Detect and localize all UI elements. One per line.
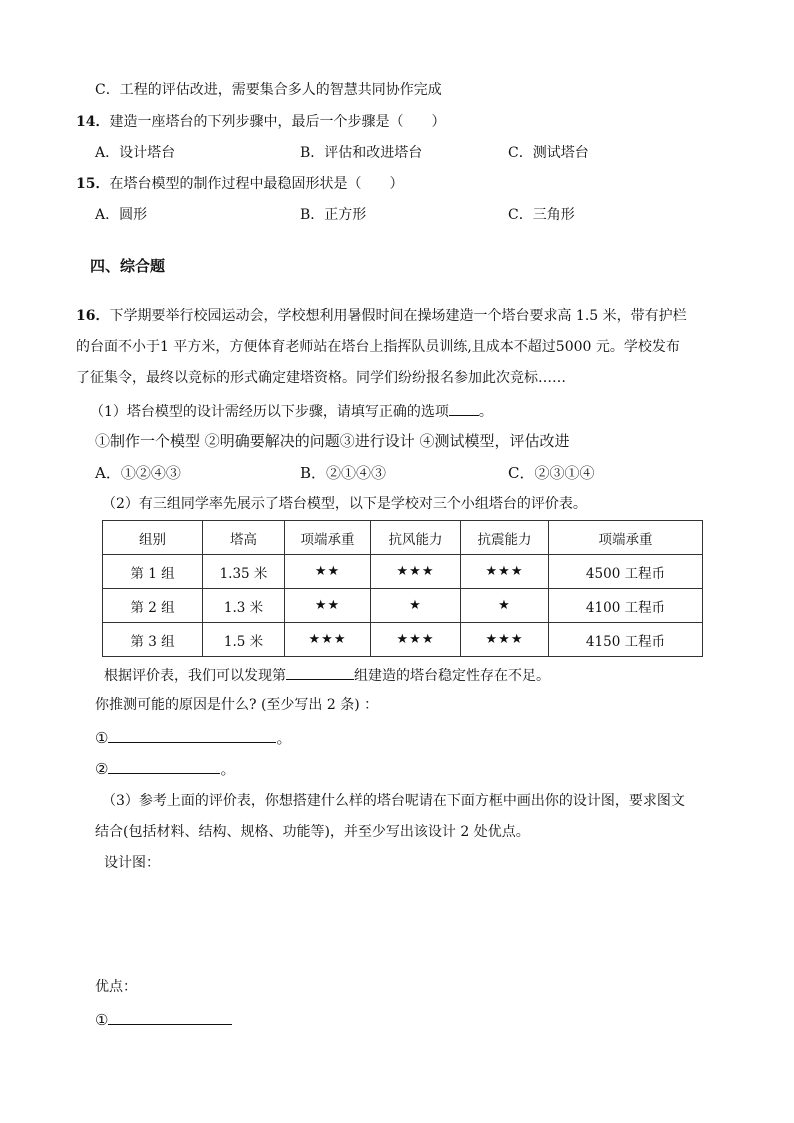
q16-reason-1-marker: ① bbox=[95, 729, 109, 747]
q14-number: 14． bbox=[76, 114, 110, 130]
table-header-cell: 抗风能力 bbox=[371, 521, 461, 555]
q14-option-a[interactable]: A．设计塔台 bbox=[95, 145, 176, 161]
table-cell: ★★★ bbox=[461, 623, 549, 657]
table-cell: 4100 工程币 bbox=[549, 589, 703, 623]
q16-part3-line-1: （3）参考上面的评价表，你想搭建什么样的塔台呢请在下面方框中画出你的设计图，要求图文 bbox=[102, 793, 685, 809]
q16-reason-2-end: 。 bbox=[220, 760, 236, 778]
table-cell: ★★★ bbox=[461, 555, 549, 589]
q14-options bbox=[0, 143, 794, 163]
q15-stem bbox=[76, 174, 403, 194]
q16-intro-line-1 bbox=[76, 306, 687, 326]
q16-part1-steps: ①制作一个模型 ②明确要解决的问题③进行设计 ④测试模型，评估改进 bbox=[95, 432, 570, 450]
table-header-row bbox=[103, 521, 703, 555]
table-cell: 1.35 米 bbox=[203, 555, 285, 589]
q16-part1-prompt-text: （1）塔台模型的设计需经历以下步骤，请填写正确的选项 bbox=[90, 404, 449, 420]
q16-part2-finding-text: 根据评价表，我们可以发现第 bbox=[104, 668, 286, 684]
q16-part1-prompt bbox=[90, 400, 493, 422]
table-cell: 第 3 组 bbox=[103, 623, 203, 657]
q16-intro-text-1: 下学期要举行校园运动会，学校想利用暑假时间在操场建造一个塔台要求高 1.5 米，带有护栏 bbox=[109, 308, 687, 324]
q16-part1-prompt-end: 。 bbox=[478, 404, 493, 420]
table-cell: 第 1 组 bbox=[103, 555, 203, 589]
q15-option-c[interactable]: C．三角形 bbox=[508, 207, 575, 223]
table-header-cell: 组别 bbox=[103, 521, 203, 555]
q16-reason-1-blank[interactable] bbox=[108, 727, 276, 743]
q16-advantages-label: 优点： bbox=[95, 979, 137, 995]
q16-part2-reason-prompt: 你推测可能的原因是什么? (至少写出 2 条) ： bbox=[95, 697, 379, 713]
q16-part3-line-2: 结合(包括材料、结构、规格、功能等)，并至少写出该设计 2 处优点。 bbox=[95, 824, 530, 840]
table-cell: ★★★ bbox=[285, 623, 371, 657]
table-cell: 第 2 组 bbox=[103, 589, 203, 623]
q16-advantage-1-marker: ① bbox=[95, 1011, 109, 1029]
table-cell: ★ bbox=[461, 589, 549, 623]
section-heading: 四、综合题 bbox=[90, 257, 166, 275]
q16-part2-finding-end: 组建造的塔台稳定性存在不足。 bbox=[354, 668, 550, 684]
q15-option-b[interactable]: B．正方形 bbox=[300, 207, 367, 223]
table-row bbox=[103, 589, 703, 623]
q16-reason-2-blank[interactable] bbox=[108, 758, 220, 774]
table-header-cell: 项端承重 bbox=[549, 521, 703, 555]
table-cell: ★★ bbox=[285, 589, 371, 623]
q16-part1-option-c[interactable]: C．②③①④ bbox=[508, 464, 595, 482]
table-cell: 1.3 米 bbox=[203, 589, 285, 623]
q16-part2-prompt: （2）有三组同学率先展示了塔台模型，以下是学校对三个小组塔台的评价表。 bbox=[102, 496, 587, 512]
table-cell: ★★★ bbox=[371, 555, 461, 589]
q16-part2-group-blank[interactable] bbox=[286, 664, 354, 680]
q16-part2-finding bbox=[104, 664, 550, 686]
table-header-cell: 项端承重 bbox=[285, 521, 371, 555]
table-cell: ★★★ bbox=[371, 623, 461, 657]
table-header-cell: 抗震能力 bbox=[461, 521, 549, 555]
q14-option-c[interactable]: C．测试塔台 bbox=[508, 145, 589, 161]
q15-text: 在塔台模型的制作过程中最稳固形状是（ ） bbox=[109, 176, 404, 192]
q13-option-c: C．工程的评估改进，需要集合多人的智慧共同协作完成 bbox=[95, 82, 442, 98]
q16-reason-1-end: 。 bbox=[276, 729, 292, 747]
q16-advantage-1-blank[interactable] bbox=[108, 1009, 232, 1025]
q16-advantage-1 bbox=[95, 1009, 232, 1030]
evaluation-table bbox=[102, 520, 703, 657]
table-cell: ★★ bbox=[285, 555, 371, 589]
q16-part2-reason-2 bbox=[95, 758, 235, 779]
table-cell: ★ bbox=[371, 589, 461, 623]
table-row bbox=[103, 623, 703, 657]
q16-part1-options bbox=[0, 463, 794, 483]
q14-option-b[interactable]: B．评估和改进塔台 bbox=[300, 145, 423, 161]
q14-text: 建造一座塔台的下列步骤中，最后一个步骤是（ ） bbox=[109, 114, 446, 130]
table-cell: 1.5 米 bbox=[203, 623, 285, 657]
table-cell: 4500 工程币 bbox=[549, 555, 703, 589]
q16-intro-line-3: 了征集令，最终以竞标的形式确定建塔资格。同学们纷纷报名参加此次竞标…… bbox=[76, 370, 566, 386]
table-header-cell: 塔高 bbox=[203, 521, 285, 555]
q15-number: 15． bbox=[76, 176, 110, 192]
table-row bbox=[103, 555, 703, 589]
q16-part1-option-b[interactable]: B．②①④③ bbox=[300, 464, 387, 482]
q16-part1-answer-blank[interactable] bbox=[449, 400, 479, 416]
q16-design-label: 设计图： bbox=[104, 855, 160, 871]
q15-options bbox=[0, 205, 794, 225]
table-cell: 4150 工程币 bbox=[549, 623, 703, 657]
q14-stem bbox=[76, 112, 445, 132]
design-drawing-area[interactable] bbox=[95, 878, 705, 968]
q15-option-a[interactable]: A．圆形 bbox=[95, 207, 148, 223]
q16-intro-line-2: 的台面不小于1 平方米，方便体育老师站在塔台上指挥队员训练,且成本不超过5000 元。学校发布 bbox=[76, 339, 680, 355]
q16-part2-reason-1 bbox=[95, 727, 291, 748]
q16-part1-option-a[interactable]: A．①②④③ bbox=[95, 464, 181, 482]
q16-number: 16． bbox=[76, 308, 110, 324]
q16-reason-2-marker: ② bbox=[95, 760, 109, 778]
